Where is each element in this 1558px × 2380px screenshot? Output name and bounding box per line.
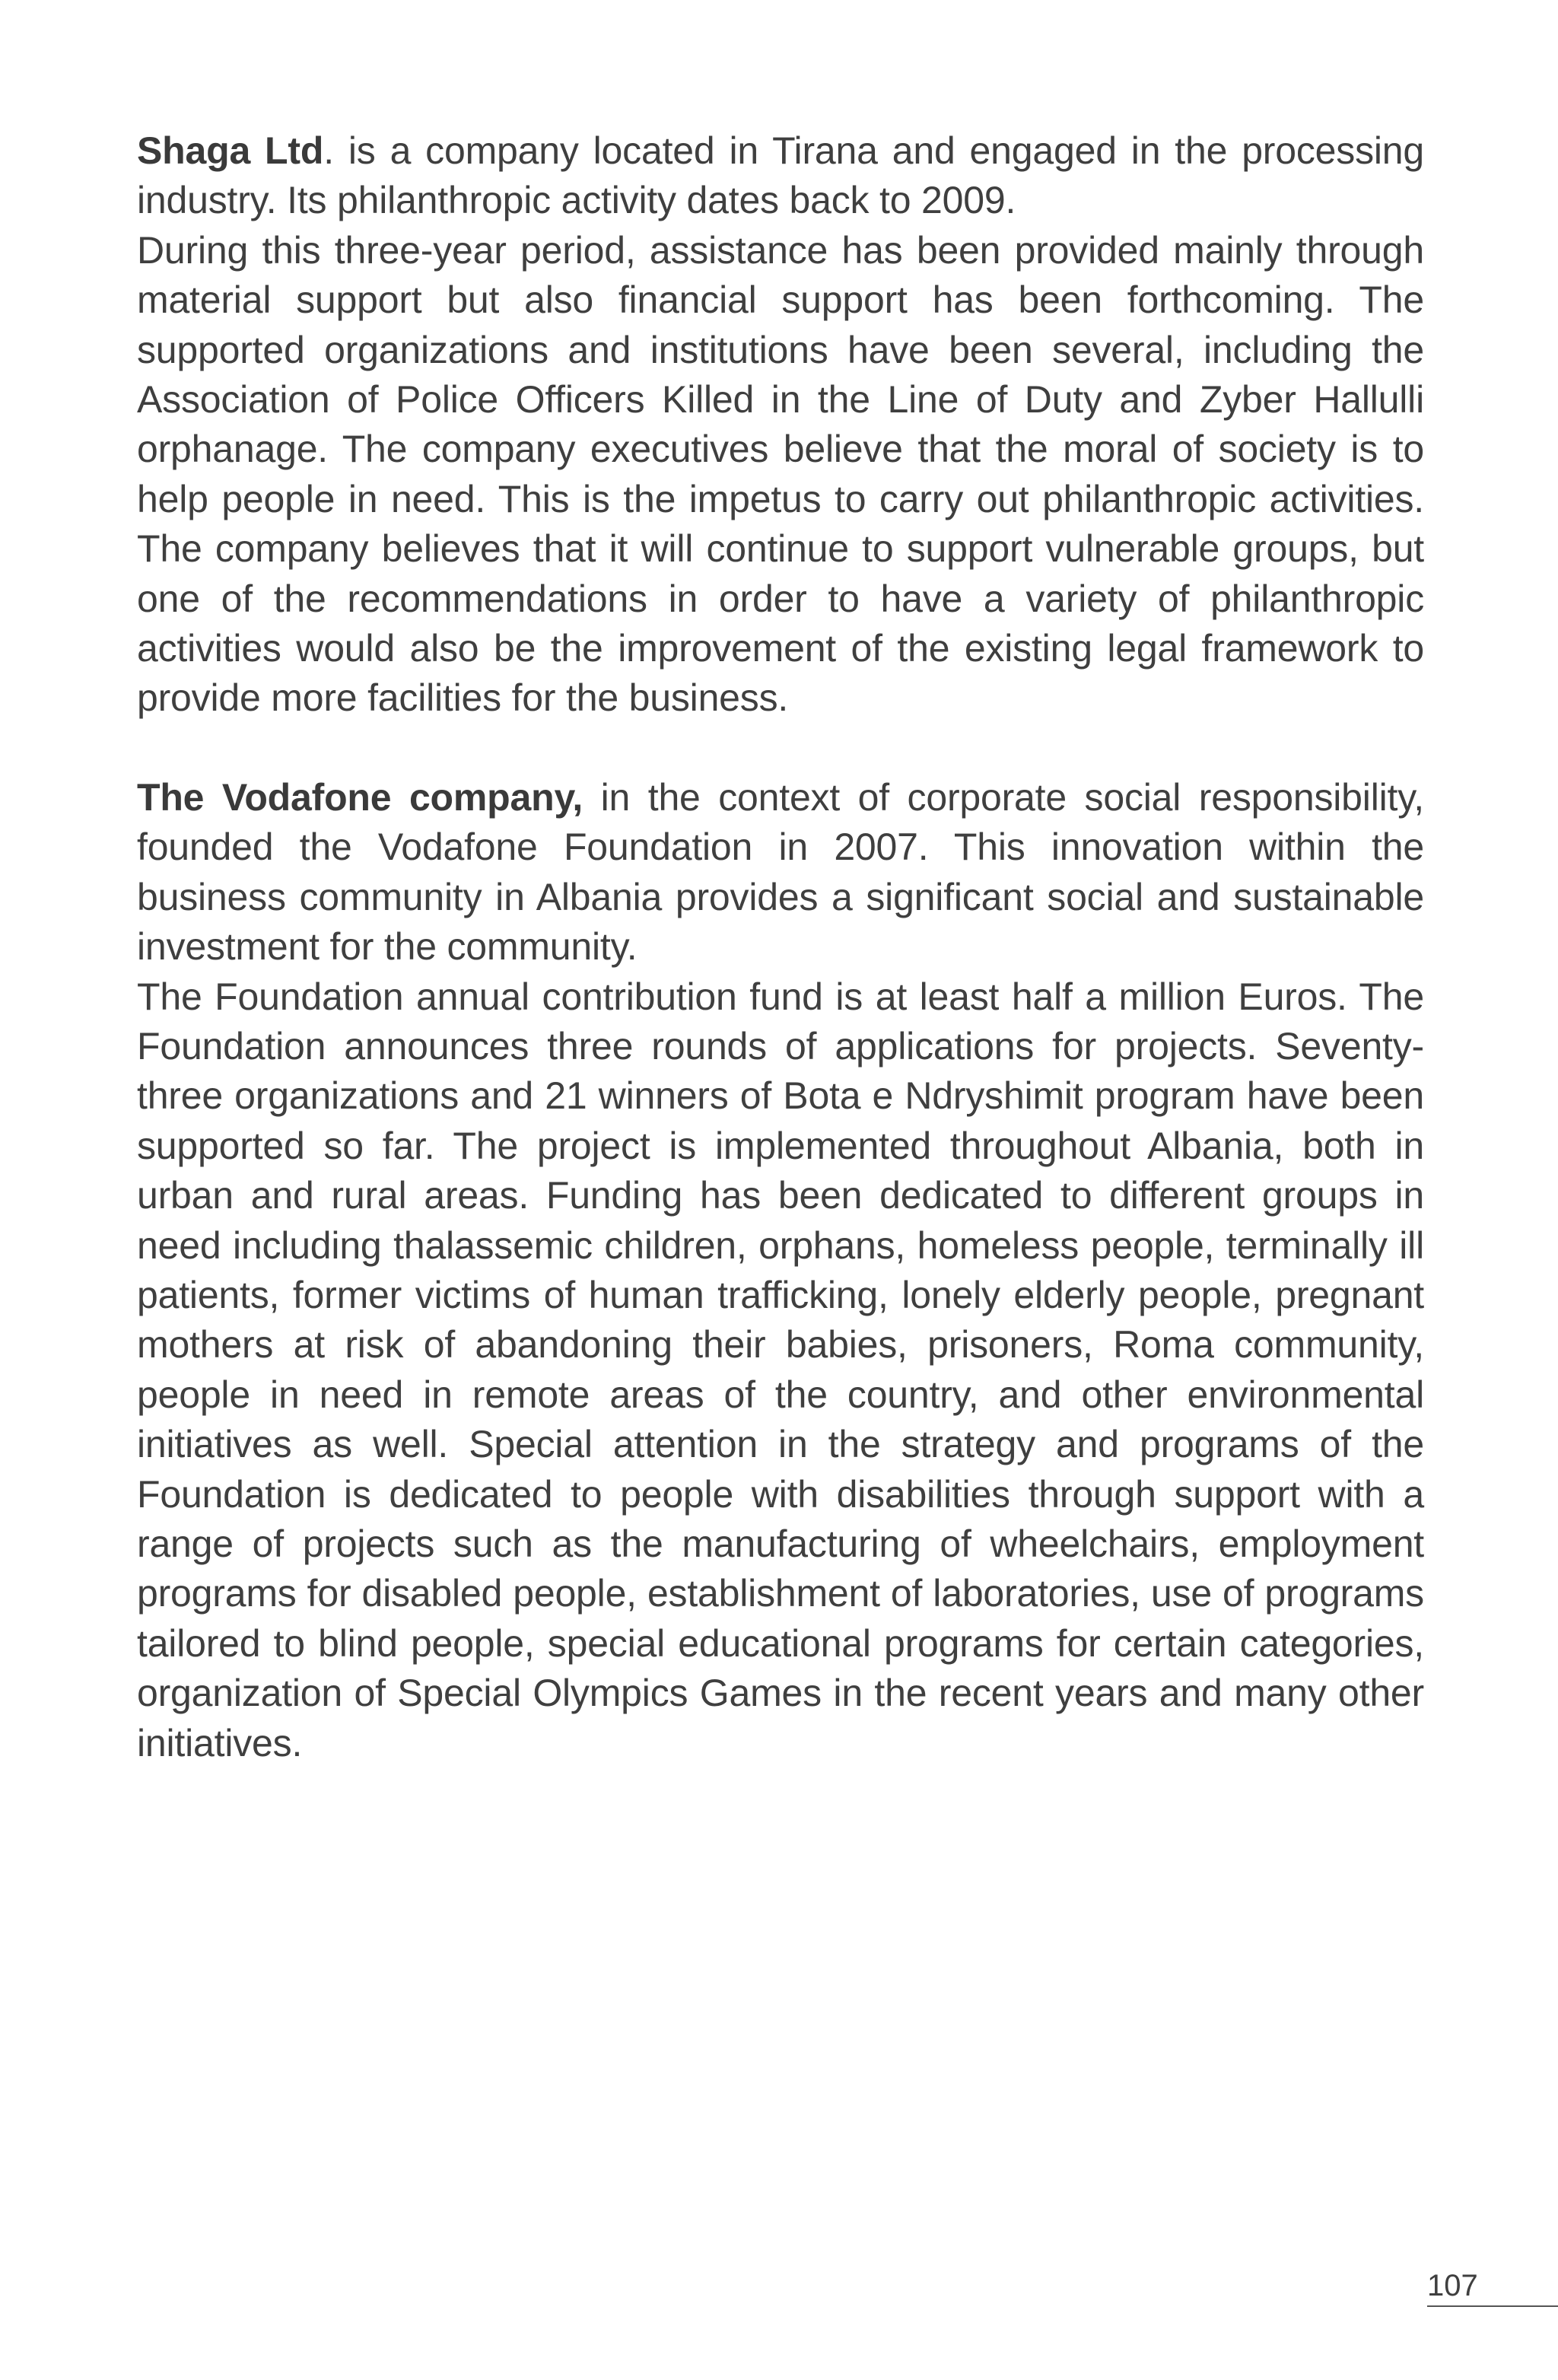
vodafone-company-name: The Vodafone company, xyxy=(137,775,583,819)
shaga-paragraph-1-text: . is a company located in Tirana and engaged in the processing industry. Its philanthropic activity dates back to 2009. xyxy=(137,129,1424,222)
vodafone-paragraph-1 xyxy=(137,773,1424,972)
page-number: 107 xyxy=(1427,2266,1558,2307)
vodafone-paragraph-2: The Foundation annual contribution fund is at least half a million Euros. The Foundation announces three rounds of applications for projects. Seventy-three organizations and 21 winners of Bota e Ndryshimit program have been supported so far. The project is implemented throughout Albania, both in urban and rural areas. Funding has been dedicated to different groups in need including thalassemic children, orphans, homeless people, terminally ill patients, former victims of human trafficking, lonely elderly people, pregnant mothers at risk of abandoning their babies, prisoners, Roma community, people in need in remote areas of the country, and other environmental initiatives as well. Special attention in the strategy and programs of the Foundation is dedicated to people with disabilities through support with a range of projects such as the manufacturing of wheelchairs, employment programs for disabled people, establishment of laboratories, use of programs tailored to blind people, special educational programs for certain categories, organization of Special Olympics Games in the recent years and many other initiatives. xyxy=(137,975,1424,1764)
page-body xyxy=(137,126,1424,1768)
shaga-paragraph-2: During this three-year period, assistance has been provided mainly through material support but also financial support has been forthcoming. The supported organizations and institutions have been several, including the Association of Police Officers Killed in the Line of Duty and Zyber Hallulli orphanage. The company executives believe that the moral of society is to help people in need. This is the impetus to carry out philanthropic activities. The company believes that it will continue to support vulnerable groups, but one of the recommendations in order to have a variety of philanthropic activities would also be the improvement of the existing legal framework to provide more facilities for the business. xyxy=(137,228,1424,720)
shaga-paragraph-1 xyxy=(137,126,1424,226)
section-spacer xyxy=(137,724,1424,773)
shaga-company-name: Shaga Ltd xyxy=(137,129,324,172)
vodafone-paragraph-1-text: in the context of corporate social responsibility, founded the Vodafone Foundation in 2007. This innovation within the business community in Albania provides a significant social and sustainable investment for the community. xyxy=(137,775,1424,969)
